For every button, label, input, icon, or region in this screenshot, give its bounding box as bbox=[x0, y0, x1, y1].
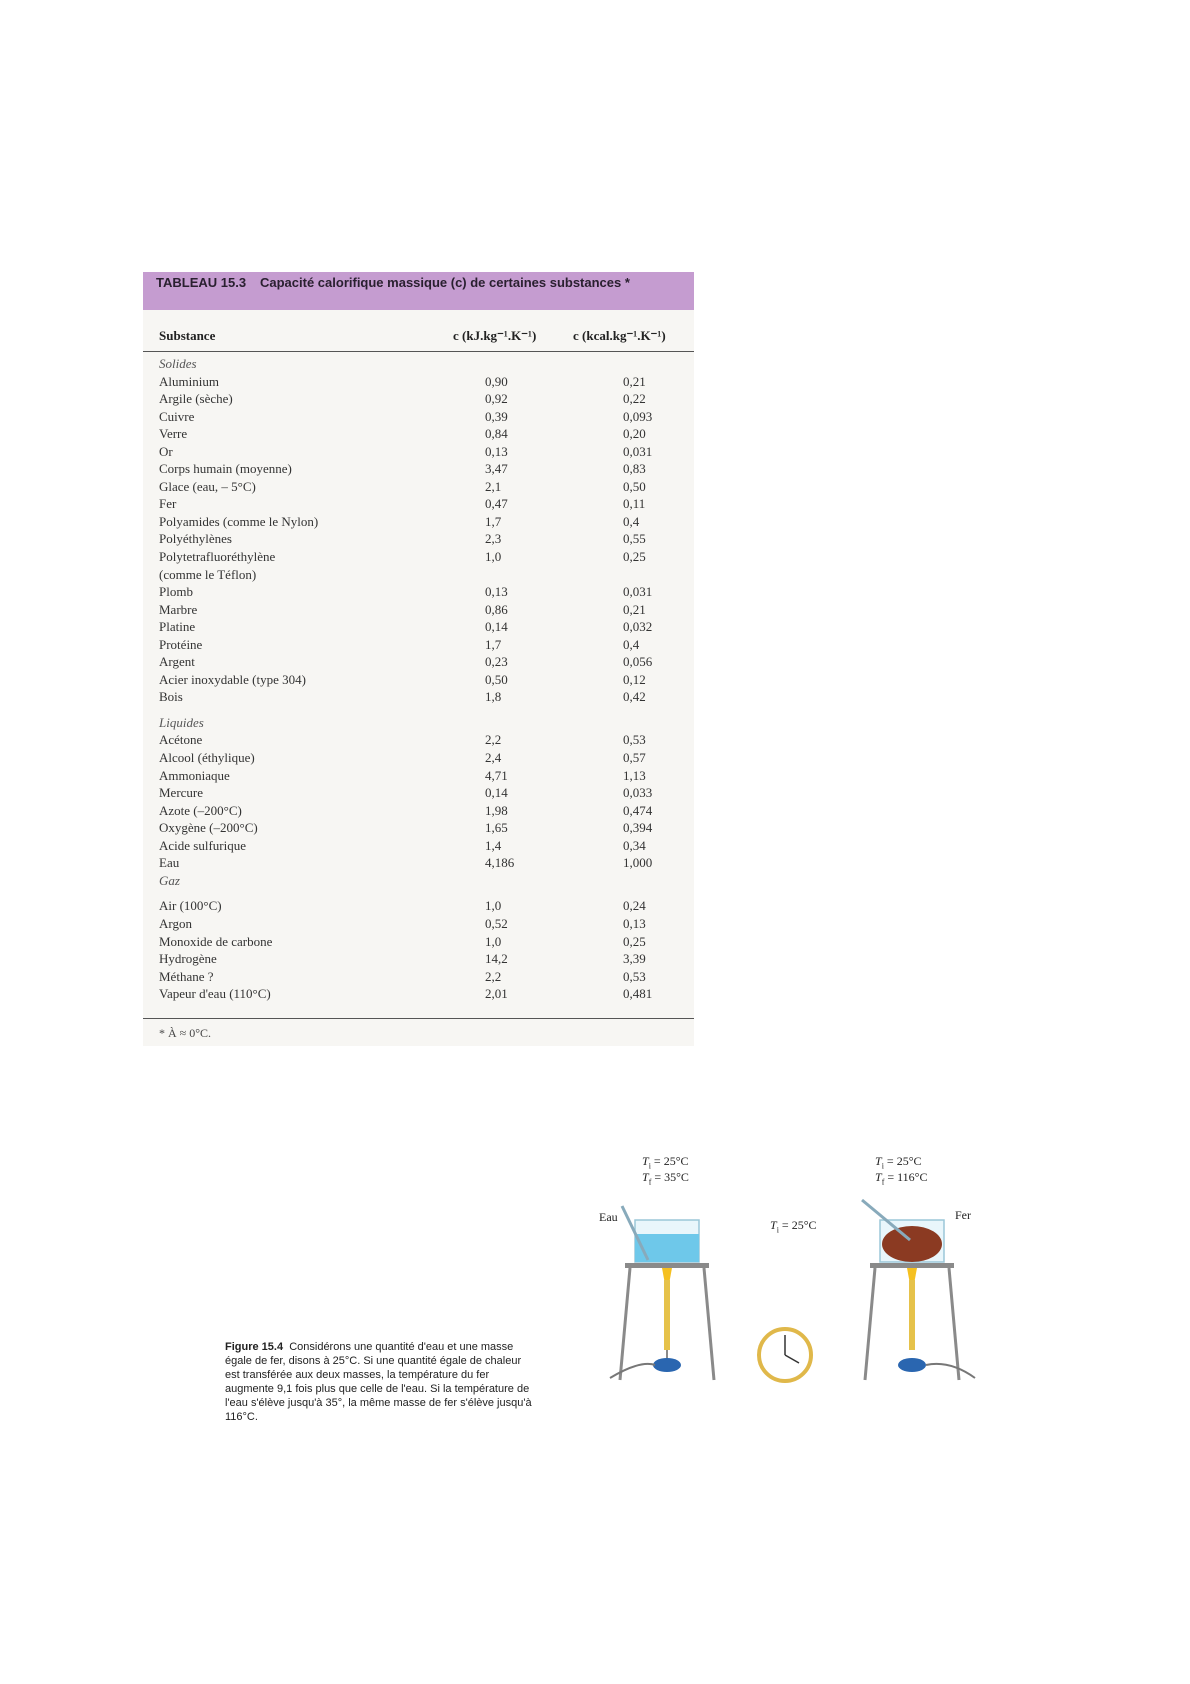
value-kj: 1,98 bbox=[485, 802, 508, 818]
iron-setup bbox=[862, 1200, 975, 1380]
substance-name: Polyamides (comme le Nylon) bbox=[159, 513, 319, 529]
specific-heat-table bbox=[143, 272, 694, 1046]
value-kj: 1,0 bbox=[485, 898, 502, 914]
substance-name: Cuivre bbox=[159, 408, 195, 424]
value-kj: 2,4 bbox=[485, 750, 502, 766]
iron-ti: $T_i = 25^\circ C$ bbox=[875, 1154, 922, 1171]
substance-name: Polyéthylènes bbox=[159, 531, 232, 547]
value-kcal: 0,12 bbox=[623, 671, 646, 687]
value-kcal: 0,474 bbox=[623, 802, 653, 818]
value-kj: 2,1 bbox=[485, 478, 502, 494]
value-kcal: 0,53 bbox=[623, 732, 646, 748]
substance-name: Platine bbox=[159, 619, 196, 635]
substance-name: Acier inoxydable (type 304) bbox=[159, 671, 306, 687]
value-kj: 1,7 bbox=[485, 636, 502, 652]
value-kj: 0,86 bbox=[485, 601, 508, 617]
table-row bbox=[159, 408, 689, 426]
substance-name: Ammoniaque bbox=[159, 767, 230, 783]
value-kcal: 0,20 bbox=[623, 426, 646, 442]
value-kcal: 0,57 bbox=[623, 750, 646, 766]
substance-name: Fer bbox=[159, 496, 177, 512]
table-row bbox=[159, 819, 689, 837]
value-kj: 1,7 bbox=[485, 513, 502, 529]
substance-name: Plomb bbox=[159, 584, 193, 600]
value-kj: 14,2 bbox=[485, 951, 508, 967]
table-row bbox=[159, 460, 689, 478]
table-row bbox=[159, 749, 689, 767]
value-kcal: 0,031 bbox=[623, 443, 653, 459]
value-kj: 1,8 bbox=[485, 689, 502, 705]
substance-name: Corps humain (moyenne) bbox=[159, 461, 292, 477]
value-kcal: 0,481 bbox=[623, 986, 653, 1002]
value-kj: 0,47 bbox=[485, 496, 508, 512]
beakers-illustration bbox=[580, 1160, 1000, 1460]
value-kcal: 0,21 bbox=[623, 601, 646, 617]
table-row bbox=[159, 854, 689, 872]
value-kj: 0,52 bbox=[485, 915, 508, 931]
clock-icon bbox=[759, 1329, 811, 1381]
value-kcal: 0,25 bbox=[623, 933, 646, 949]
value-kj: 0,90 bbox=[485, 373, 508, 389]
substance-name: (comme le Téflon) bbox=[159, 566, 257, 582]
substance-name: Aluminium bbox=[159, 373, 219, 389]
iron-fill bbox=[882, 1226, 942, 1262]
value-kcal: 0,13 bbox=[623, 915, 646, 931]
value-kj: 0,13 bbox=[485, 443, 508, 459]
column-header-substance: Substance bbox=[159, 328, 216, 343]
substance-name: Argon bbox=[159, 915, 192, 931]
value-kcal: 3,39 bbox=[623, 951, 646, 967]
substance-name: Gaz bbox=[159, 872, 180, 888]
table-note: * À ≈ 0°C. bbox=[159, 1026, 212, 1040]
footer-rule bbox=[143, 1018, 694, 1019]
value-kj: 1,0 bbox=[485, 933, 502, 949]
table-spacer bbox=[159, 889, 689, 897]
table-row bbox=[159, 784, 689, 802]
value-kcal: 0,24 bbox=[623, 898, 646, 914]
table-title: Capacité calorifique massique (c) de certaines substances * bbox=[260, 275, 630, 290]
value-kj: 2,3 bbox=[485, 531, 502, 547]
water-setup bbox=[610, 1206, 714, 1380]
value-kj: 1,4 bbox=[485, 837, 502, 853]
column-header-kj: c (kJ.kg⁻¹.K⁻¹) bbox=[453, 328, 537, 343]
iron-label: Fer bbox=[955, 1208, 971, 1222]
substance-name: Marbre bbox=[159, 601, 198, 617]
table-row bbox=[159, 390, 689, 408]
value-kcal: 0,031 bbox=[623, 584, 653, 600]
substance-name: Oxygène (–200°C) bbox=[159, 820, 258, 836]
substance-name: Verre bbox=[159, 426, 188, 442]
table-row bbox=[159, 950, 689, 968]
value-kcal: 0,056 bbox=[623, 654, 653, 670]
substance-name: Acétone bbox=[159, 732, 203, 748]
value-kcal: 0,83 bbox=[623, 461, 646, 477]
value-kcal: 0,53 bbox=[623, 968, 646, 984]
table-row bbox=[159, 601, 689, 619]
table-row bbox=[159, 495, 689, 513]
substance-name: Solides bbox=[159, 356, 197, 371]
table-row bbox=[159, 767, 689, 785]
water-label: Eau bbox=[599, 1210, 618, 1224]
column-header-kcal: c (kcal.kg⁻¹.K⁻¹) bbox=[573, 328, 666, 343]
substance-name: Mercure bbox=[159, 785, 204, 801]
water-ti: $T_i = 25^\circ C$ bbox=[642, 1154, 689, 1171]
value-kj: 0,14 bbox=[485, 619, 508, 635]
table-row bbox=[159, 618, 689, 636]
substance-name: Hydrogène bbox=[159, 951, 217, 967]
value-kj: 1,0 bbox=[485, 549, 502, 565]
value-kj: 0,92 bbox=[485, 391, 508, 407]
value-kj: 0,23 bbox=[485, 654, 508, 670]
value-kcal: 0,55 bbox=[623, 531, 646, 547]
substance-name: Air (100°C) bbox=[159, 898, 222, 914]
substance-name: Liquides bbox=[159, 714, 204, 730]
value-kcal: 0,11 bbox=[623, 496, 646, 512]
substance-name: Azote (–200°C) bbox=[159, 802, 242, 818]
value-kcal: 0,033 bbox=[623, 785, 653, 801]
substance-name: Alcool (éthylique) bbox=[159, 750, 255, 766]
table-row bbox=[159, 933, 689, 951]
value-kj: 4,71 bbox=[485, 767, 508, 783]
table-header-band bbox=[143, 272, 694, 310]
substance-name: Or bbox=[159, 443, 173, 459]
substance-name: Méthane ? bbox=[159, 968, 214, 984]
substance-name: Polytetrafluoréthylène bbox=[159, 549, 276, 565]
substance-name: Bois bbox=[159, 689, 183, 705]
table-row bbox=[159, 837, 689, 855]
table-row bbox=[159, 731, 689, 749]
value-kcal: 0,42 bbox=[623, 689, 646, 705]
value-kj: 0,50 bbox=[485, 671, 508, 687]
table-body bbox=[159, 355, 689, 1003]
value-kcal: 0,21 bbox=[623, 373, 646, 389]
substance-name: Argent bbox=[159, 654, 195, 670]
table-row bbox=[159, 915, 689, 933]
value-kcal: 0,394 bbox=[623, 820, 653, 836]
table-row bbox=[159, 530, 689, 548]
substance-name: Glace (eau, – 5°C) bbox=[159, 478, 256, 494]
header-rule bbox=[143, 351, 694, 352]
table-row bbox=[159, 583, 689, 601]
value-kj: 2,01 bbox=[485, 986, 508, 1002]
table-row bbox=[159, 443, 689, 461]
table-row bbox=[159, 968, 689, 986]
value-kj: 2,2 bbox=[485, 968, 502, 984]
table-row bbox=[159, 548, 689, 566]
table-category bbox=[159, 872, 689, 890]
value-kcal: 0,4 bbox=[623, 513, 640, 529]
table-row bbox=[159, 636, 689, 654]
value-kcal: 1,13 bbox=[623, 767, 646, 783]
value-kcal: 0,093 bbox=[623, 408, 653, 424]
value-kcal: 0,25 bbox=[623, 549, 646, 565]
table-row bbox=[159, 985, 689, 1003]
table-spacer bbox=[159, 706, 689, 714]
table-category bbox=[159, 355, 689, 373]
value-kcal: 0,34 bbox=[623, 837, 646, 853]
value-kcal: 1,000 bbox=[623, 855, 653, 871]
value-kj: 0,14 bbox=[485, 785, 508, 801]
substance-name: Vapeur d'eau (110°C) bbox=[159, 986, 271, 1002]
table-row bbox=[159, 688, 689, 706]
substance-name: Protéine bbox=[159, 636, 203, 652]
table-row bbox=[159, 478, 689, 496]
table-row bbox=[159, 566, 689, 584]
table-row bbox=[159, 671, 689, 689]
value-kcal: 0,50 bbox=[623, 478, 646, 494]
value-kj: 0,13 bbox=[485, 584, 508, 600]
middle-ti: $T_i = 25^\circ C$ bbox=[770, 1218, 817, 1235]
table-code: TABLEAU 15.3 bbox=[156, 275, 247, 290]
figure-caption bbox=[225, 1340, 535, 1424]
substance-name: Monoxide de carbone bbox=[159, 933, 273, 949]
value-kj: 3,47 bbox=[485, 461, 508, 477]
value-kcal: 0,22 bbox=[623, 391, 646, 407]
table-row bbox=[159, 513, 689, 531]
figure-illustration bbox=[580, 1154, 1000, 1460]
substance-name: Acide sulfurique bbox=[159, 837, 247, 853]
table-category bbox=[159, 714, 689, 732]
value-kj: 0,84 bbox=[485, 426, 508, 442]
table-row bbox=[159, 897, 689, 915]
figure-label: Figure 15.4 bbox=[225, 1341, 284, 1353]
value-kcal: 0,4 bbox=[623, 636, 640, 652]
iron-tf: $T_f = 116^\circ C$ bbox=[875, 1170, 928, 1187]
figure-caption-text: Considérons une quantité d'eau et une masse égale de fer, disons à 25°C. Si une quantité égale de chaleur est transférée aux deux masses, la température du fer augmente 9,1 fois plus que celle de l'eau. Si la température de l'eau s'élève jusqu'à 35°, la même masse de fer s'élève jusqu'à 116°C. bbox=[225, 1341, 532, 1423]
substance-name: Eau bbox=[159, 855, 180, 871]
substance-name: Argile (sèche) bbox=[159, 391, 233, 407]
table-row bbox=[159, 653, 689, 671]
value-kcal: 0,032 bbox=[623, 619, 653, 635]
value-kj: 0,39 bbox=[485, 408, 508, 424]
water-tf: $T_f = 35^\circ C$ bbox=[642, 1170, 689, 1187]
table-row bbox=[159, 802, 689, 820]
value-kj: 2,2 bbox=[485, 732, 502, 748]
value-kj: 4,186 bbox=[485, 855, 515, 871]
table-row bbox=[159, 373, 689, 391]
table-row bbox=[159, 425, 689, 443]
value-kj: 1,65 bbox=[485, 820, 508, 836]
water-fill bbox=[635, 1234, 699, 1262]
